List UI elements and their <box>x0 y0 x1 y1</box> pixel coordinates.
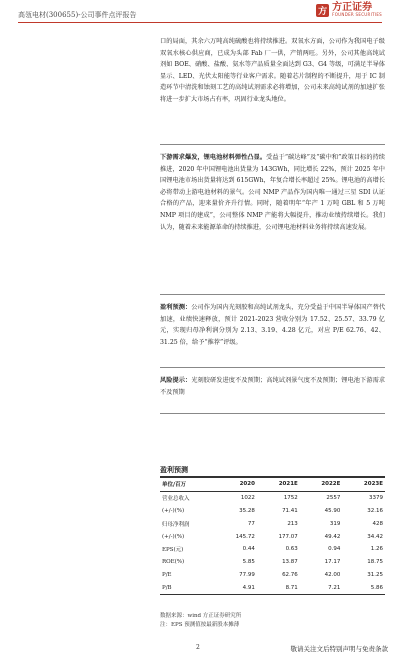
table-header-cell: 2023E <box>342 478 385 491</box>
table-row <box>160 491 385 504</box>
logo <box>316 3 382 17</box>
table-cell: 1022 <box>240 495 255 502</box>
logo-cn: 方正证券 <box>332 2 373 13</box>
table-source <box>160 612 241 630</box>
table-cell: 3379 <box>369 495 383 502</box>
table-cell: 2557 <box>326 495 341 502</box>
table-header-cell: 2020 <box>214 478 257 491</box>
divider-4 <box>160 413 385 414</box>
table-cell: 177.07 <box>278 533 298 540</box>
table-cell: 1.26 <box>370 546 383 553</box>
table-note-text: 注：EPS 预测值按最新股本摊薄 <box>160 622 240 628</box>
forecast-table <box>160 478 385 595</box>
table-cell: 77.99 <box>239 571 255 578</box>
paragraph-battery <box>160 152 385 233</box>
paragraph-forecast-lead: 盈利预测： <box>160 304 192 311</box>
table-cell: 213 <box>287 520 298 527</box>
logo-text <box>332 3 382 17</box>
table-row-label: 归母净利润 <box>162 521 190 528</box>
table-header-cell: 单位/百万 <box>160 478 214 491</box>
table-cell: 17.17 <box>324 559 341 566</box>
paragraph-risk <box>160 375 385 398</box>
paragraph-risk-body: 光刻胶研发进度不及预期；高纯试剂景气度不及预期；锂电池下游需求不及预期 <box>160 377 386 396</box>
table-cell: 34.42 <box>367 533 383 540</box>
divider-3 <box>160 367 385 368</box>
logo-mark-icon: 方 <box>316 4 329 17</box>
table-cell: 0.44 <box>242 546 255 553</box>
table-cell: 49.42 <box>324 533 341 540</box>
table-header-cell: 2021E <box>257 478 300 491</box>
table-title: 盈利预测 <box>160 465 188 474</box>
logo-en: FOUNDER SECURITIES <box>332 12 382 17</box>
table-cell: 7.21 <box>300 581 343 594</box>
header-divider <box>18 22 382 23</box>
table-header-row <box>160 478 385 491</box>
paragraph-forecast-body: 公司作为国内光刻胶和高纯试剂龙头，充分受益于中国半导体国产替代加速，业绩快速释放，预计 2021-2023 营收分别为 17.52、25.57、33.79 亿元，实现归母净利润分别为 2.13、3.19、4.28 亿元，对应 P/E 62.76、42、31.25 倍，给予“推荐”评级。 <box>160 304 386 346</box>
table-cell: 0.63 <box>285 546 298 553</box>
table-cell: 1752 <box>283 495 298 502</box>
table-row <box>160 517 385 530</box>
table-cell: 62.76 <box>282 571 298 578</box>
table-header-cell: 2022E <box>300 478 343 491</box>
footer-disclaimer: 敬请关注文后特别声明与免责条款 <box>290 645 388 653</box>
table-cell: 31.25 <box>367 571 383 578</box>
table-row <box>160 543 385 556</box>
table-cell: 71.41 <box>282 507 298 514</box>
header-report-name: 高瓴电材(300655)-公司事件点评报告 <box>18 11 137 19</box>
divider-1 <box>160 144 385 145</box>
paragraph-risk-lead: 风险提示： <box>160 377 192 384</box>
table-row-label: EPS(元) <box>162 547 184 554</box>
table-row <box>160 581 385 594</box>
table-row-label: ROE(%) <box>162 559 185 566</box>
table-row <box>160 569 385 582</box>
table-cell: 0.94 <box>328 546 341 553</box>
paragraph-battery-lead: 下游需求爆发，锂电池材料弹性凸显。 <box>160 154 267 161</box>
table-row <box>160 556 385 569</box>
table-cell: 13.87 <box>282 559 298 566</box>
table-row-label: (+/-)(%) <box>162 533 185 540</box>
table-row <box>160 530 385 543</box>
table-cell: 18.75 <box>367 559 383 566</box>
page-number: 2 <box>196 644 200 651</box>
table-cell: 319 <box>329 520 341 527</box>
table-cell: 5.85 <box>242 559 255 566</box>
table-cell: 32.16 <box>367 507 383 514</box>
table-cell: 45.90 <box>324 507 341 514</box>
table-cell: 35.28 <box>239 507 255 514</box>
table-cell: 42.00 <box>324 571 341 578</box>
table-row-label: 营业总收入 <box>162 496 190 503</box>
table-cell: 77 <box>247 520 255 527</box>
paragraph-forecast <box>160 302 385 348</box>
table-row-label: (+/-)(%) <box>162 507 185 514</box>
table-cell: 145.72 <box>235 533 255 540</box>
table-cell: 4.91 <box>214 581 257 594</box>
table-source-text: 数据来源：wind 方正证券研究所 <box>160 613 242 619</box>
table-cell: 5.86 <box>342 581 385 594</box>
table-cell: 8.71 <box>257 581 300 594</box>
paragraph-battery-body: 受益于“碳达峰”及“碳中和”政策目标的持续推进，2020 年中国锂电池出货量为 143GWh，同比增长 22%，预计 2025 年中国锂电池市场出货量将达到 615GWh，年复合增长率超过 25%。锂电池的高增长必将带动上游电池材料的景气。公司 NMP 产品作为国内唯一通过三星 SDI 认证合格的产品，迎来量价齐升行情。同时，随着明年“年产 1 万吨 GBL 和 5 万吨 NMP 项目的建成”，公司整体 NMP 产能将大幅提升，推动业绩持续增长。我们认为，随着未来能源革命的持续推进，公司锂电池材料业务将持续高速发展。 <box>160 154 385 231</box>
paragraph-reagents: 口的局面，其余六万吨高纯硫酸也将持续推进。双氧水方面，公司作为我国电子级双氧水核心供应商，已成为头部 Fab 厂一供，产销两旺。另外，公司其他高纯试剂如 BOE、硝酸、盐酸、氨水等产品质量全面达到 G3、G4 等级，可满足半导体显示、LED、光伏太阳能等行业客户需求。随着芯片制程的不断提升，用于 IC 制造环节中清洗和蚀刻工艺的高纯试剂需求必将增加，公司未来高纯试剂的加速扩张将进一步扩大市场占有率，巩固行业龙头地位。 <box>160 38 385 103</box>
table-row <box>160 505 385 518</box>
table-cell: 428 <box>372 520 383 527</box>
table-row-label: P/B <box>160 581 214 594</box>
table-row-label: P/E <box>162 571 172 578</box>
divider-2 <box>160 294 385 295</box>
